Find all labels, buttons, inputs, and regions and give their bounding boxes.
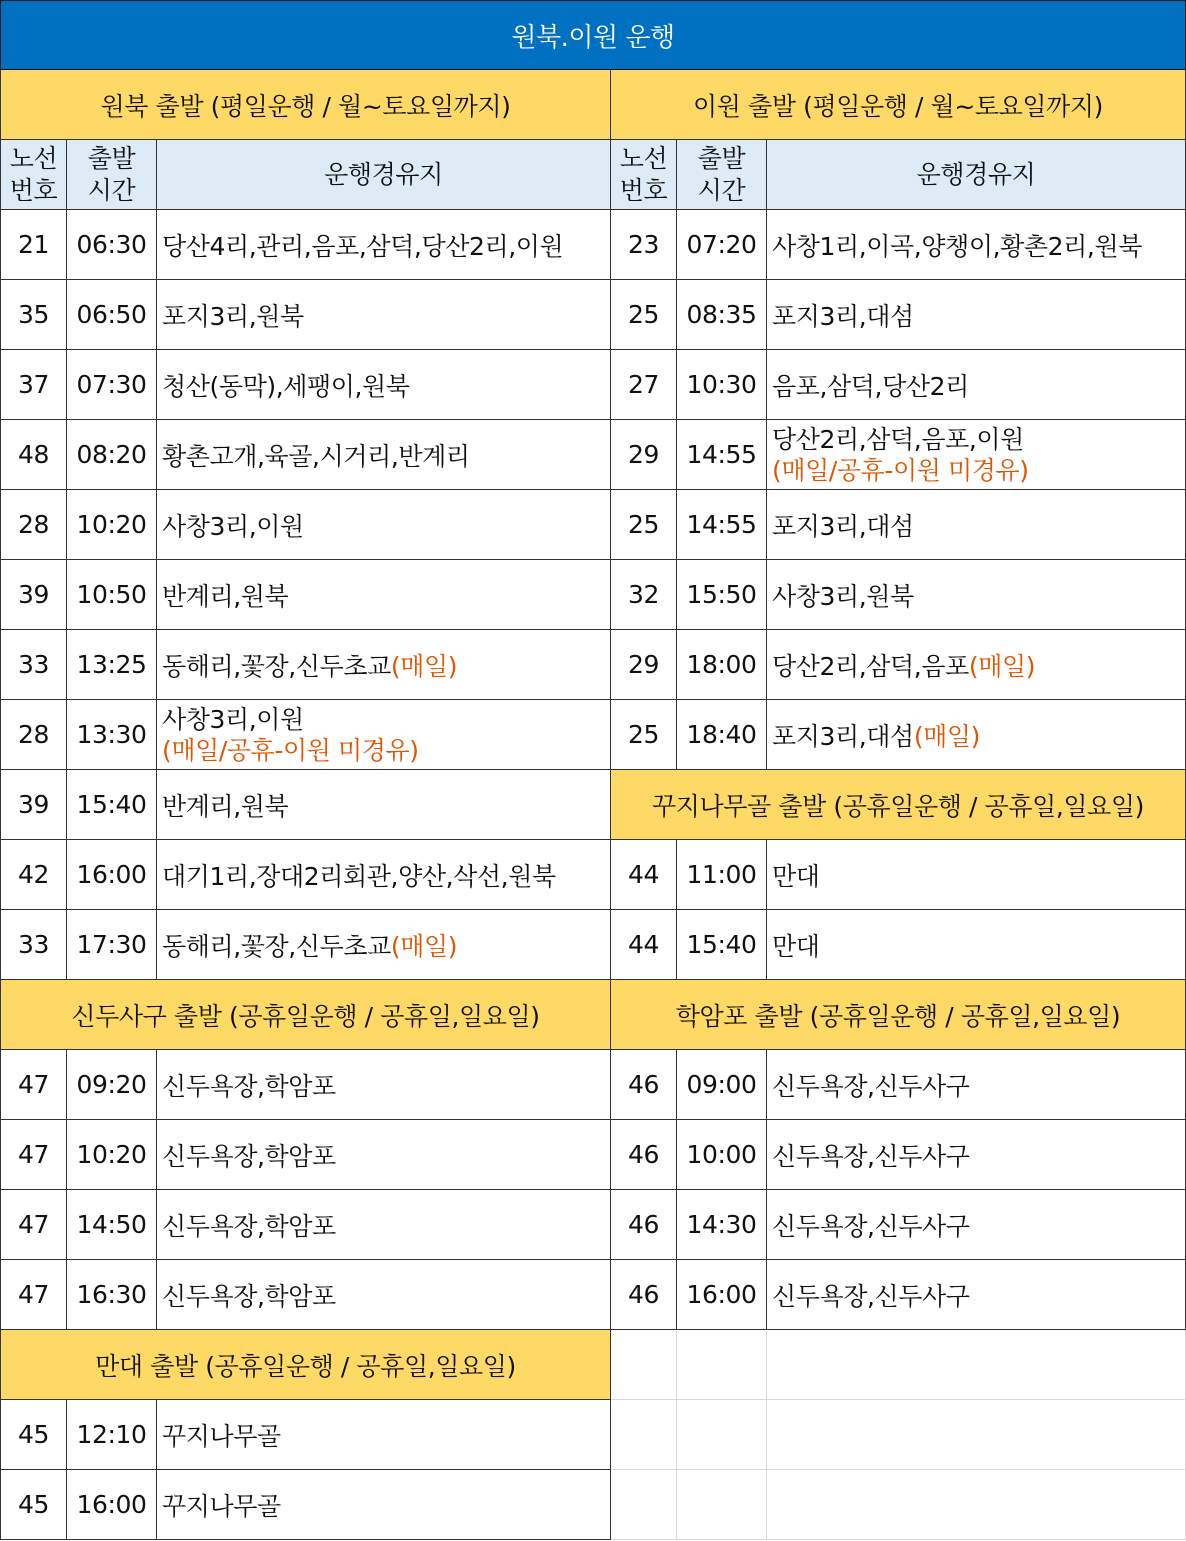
via-text: 신두욕장,신두사구 — [772, 1071, 970, 1101]
route-number: 28 — [0, 490, 67, 560]
route-via — [157, 280, 611, 350]
via-text: 포지3리,대섬 — [772, 301, 914, 331]
via-text: 동해리,꽃장,신두초교 — [162, 931, 391, 961]
route-number: 45 — [0, 1400, 67, 1470]
departure-time: 16:30 — [67, 1260, 157, 1330]
section-header-mandae: 만대 출발 (공휴일운행 / 공휴일,일요일) — [0, 1330, 611, 1400]
departure-time: 14:50 — [67, 1190, 157, 1260]
route-number: 45 — [0, 1470, 67, 1540]
via-text: 황촌고개,육골,시거리,반계리 — [162, 441, 470, 471]
departure-time: 06:30 — [67, 210, 157, 280]
via-text: 반계리,원북 — [162, 791, 289, 821]
via-text: 음포,삼덕,당산2리 — [772, 371, 969, 401]
departure-time: 11:00 — [677, 840, 767, 910]
departure-time: 10:20 — [67, 490, 157, 560]
departure-time: 17:30 — [67, 910, 157, 980]
route-via — [767, 1050, 1186, 1120]
via-text: 신두욕장,신두사구 — [772, 1281, 970, 1311]
section-header-sindusagu: 신두사구 출발 (공휴일운행 / 공휴일,일요일) — [0, 980, 611, 1050]
route-number: 39 — [0, 770, 67, 840]
via-text: 동해리,꽃장,신두초교 — [162, 651, 391, 681]
route-number: 47 — [0, 1190, 67, 1260]
route-via — [157, 490, 611, 560]
departure-time: 15:40 — [67, 770, 157, 840]
via-text: 만대 — [772, 931, 820, 961]
route-via — [157, 420, 611, 490]
route-number: 44 — [611, 840, 677, 910]
route-via — [767, 420, 1186, 490]
route-number: 25 — [611, 280, 677, 350]
route-number: 28 — [0, 700, 67, 770]
departure-time: 08:35 — [677, 280, 767, 350]
route-via — [157, 210, 611, 280]
empty-cell — [677, 1400, 767, 1470]
via-text: 사창3리,이원 — [162, 511, 304, 541]
route-via — [157, 1400, 611, 1470]
departure-time: 18:40 — [677, 700, 767, 770]
empty-cell — [611, 1470, 677, 1540]
route-via — [157, 1260, 611, 1330]
departure-time: 13:25 — [67, 630, 157, 700]
departure-time: 16:00 — [67, 1470, 157, 1540]
route-via — [767, 210, 1186, 280]
departure-time: 14:55 — [677, 420, 767, 490]
departure-time: 10:00 — [677, 1120, 767, 1190]
departure-time: 12:10 — [67, 1400, 157, 1470]
empty-cell — [611, 1330, 677, 1400]
departure-time: 09:00 — [677, 1050, 767, 1120]
route-via — [157, 770, 611, 840]
column-header-depart-time: 출발 시간 — [67, 140, 157, 210]
departure-time: 15:50 — [677, 560, 767, 630]
route-via — [767, 560, 1186, 630]
departure-time: 14:30 — [677, 1190, 767, 1260]
departure-time: 10:50 — [67, 560, 157, 630]
departure-time: 16:00 — [67, 840, 157, 910]
empty-cell — [677, 1470, 767, 1540]
section-header-hakampo: 학암포 출발 (공휴일운행 / 공휴일,일요일) — [611, 980, 1186, 1050]
departure-time: 10:30 — [677, 350, 767, 420]
route-via — [767, 700, 1186, 770]
departure-time: 13:30 — [67, 700, 157, 770]
column-header-via: 운행경유지 — [157, 140, 611, 210]
via-text: 포지3리,대섬 — [772, 511, 914, 541]
empty-cell — [767, 1330, 1186, 1400]
route-number: 27 — [611, 350, 677, 420]
via-text: 꾸지나무골 — [162, 1491, 281, 1521]
route-number: 44 — [611, 910, 677, 980]
timetable-grid — [0, 70, 1186, 1540]
route-via — [767, 1120, 1186, 1190]
route-number: 46 — [611, 1120, 677, 1190]
via-text: 신두욕장,학암포 — [162, 1141, 336, 1171]
route-via — [157, 1190, 611, 1260]
route-number: 42 — [0, 840, 67, 910]
route-via — [157, 630, 611, 700]
route-note: (매일) — [968, 651, 1036, 681]
route-via — [157, 1470, 611, 1540]
via-text: 신두욕장,학암포 — [162, 1211, 336, 1241]
via-text: 당산4리,관리,음포,삼덕,당산2리,이원 — [162, 231, 564, 261]
departure-time: 07:20 — [677, 210, 767, 280]
route-number: 32 — [611, 560, 677, 630]
route-note: (매일) — [390, 931, 458, 961]
departure-time: 07:30 — [67, 350, 157, 420]
section-header-wonbuk: 원북 출발 (평일운행 / 월~토요일까지) — [0, 70, 611, 140]
section-header-iwon: 이원 출발 (평일운행 / 월~토요일까지) — [611, 70, 1186, 140]
route-via — [767, 840, 1186, 910]
route-number: 47 — [0, 1260, 67, 1330]
column-header-route-no: 노선 번호 — [611, 140, 677, 210]
via-text: 당산2리,삼덕,음포,이원 — [772, 424, 1024, 454]
empty-cell — [767, 1470, 1186, 1540]
empty-cell — [611, 1400, 677, 1470]
route-number: 29 — [611, 630, 677, 700]
route-number: 39 — [0, 560, 67, 630]
route-via — [157, 700, 611, 770]
via-text: 꾸지나무골 — [162, 1421, 281, 1451]
route-number: 47 — [0, 1120, 67, 1190]
route-via — [767, 1260, 1186, 1330]
route-number: 46 — [611, 1190, 677, 1260]
via-text: 신두욕장,학암포 — [162, 1281, 336, 1311]
route-number: 46 — [611, 1260, 677, 1330]
via-text: 신두욕장,학암포 — [162, 1071, 336, 1101]
via-text: 사창3리,이원 — [162, 704, 304, 734]
route-number: 33 — [0, 630, 67, 700]
route-note: (매일/공휴-이원 미경유) — [162, 735, 419, 765]
section-header-kkuji: 꾸지나무골 출발 (공휴일운행 / 공휴일,일요일) — [611, 770, 1186, 840]
route-via — [157, 1050, 611, 1120]
column-header-via: 운행경유지 — [767, 140, 1186, 210]
route-number: 35 — [0, 280, 67, 350]
departure-time: 09:20 — [67, 1050, 157, 1120]
route-number: 48 — [0, 420, 67, 490]
route-number: 25 — [611, 490, 677, 560]
via-text: 신두욕장,신두사구 — [772, 1211, 970, 1241]
route-number: 33 — [0, 910, 67, 980]
route-number: 23 — [611, 210, 677, 280]
via-text: 포지3리,대섬 — [772, 721, 914, 751]
via-text: 만대 — [772, 861, 820, 891]
route-number: 47 — [0, 1050, 67, 1120]
via-text: 사창1리,이곡,양챙이,황촌2리,원북 — [772, 231, 1142, 261]
empty-cell — [677, 1330, 767, 1400]
route-via — [157, 560, 611, 630]
route-via — [767, 350, 1186, 420]
via-text: 청산(동막),세팽이,원북 — [162, 371, 410, 401]
route-via — [157, 350, 611, 420]
column-header-route-no: 노선 번호 — [0, 140, 67, 210]
departure-time: 10:20 — [67, 1120, 157, 1190]
departure-time: 16:00 — [677, 1260, 767, 1330]
route-via — [767, 910, 1186, 980]
departure-time: 06:50 — [67, 280, 157, 350]
via-text: 반계리,원북 — [162, 581, 289, 611]
departure-time: 15:40 — [677, 910, 767, 980]
via-text: 당산2리,삼덕,음포 — [772, 651, 969, 681]
via-text: 대기1리,장대2리회관,양산,삭선,원북 — [162, 861, 556, 891]
departure-time: 18:00 — [677, 630, 767, 700]
departure-time: 14:55 — [677, 490, 767, 560]
route-number: 29 — [611, 420, 677, 490]
route-number: 46 — [611, 1050, 677, 1120]
departure-time: 08:20 — [67, 420, 157, 490]
route-number: 37 — [0, 350, 67, 420]
route-number: 25 — [611, 700, 677, 770]
via-text: 신두욕장,신두사구 — [772, 1141, 970, 1171]
page-title: 원북.이원 운행 — [0, 0, 1186, 70]
route-note: (매일) — [390, 651, 458, 681]
route-via — [767, 280, 1186, 350]
route-note: (매일) — [913, 721, 981, 751]
route-number: 21 — [0, 210, 67, 280]
via-text: 사창3리,원북 — [772, 581, 914, 611]
route-note: (매일/공휴-이원 미경유) — [772, 455, 1029, 485]
route-via — [767, 490, 1186, 560]
route-via — [767, 1190, 1186, 1260]
route-via — [157, 840, 611, 910]
via-text: 포지3리,원북 — [162, 301, 304, 331]
route-via — [157, 910, 611, 980]
route-via — [767, 630, 1186, 700]
column-header-depart-time: 출발 시간 — [677, 140, 767, 210]
route-via — [157, 1120, 611, 1190]
empty-cell — [767, 1400, 1186, 1470]
